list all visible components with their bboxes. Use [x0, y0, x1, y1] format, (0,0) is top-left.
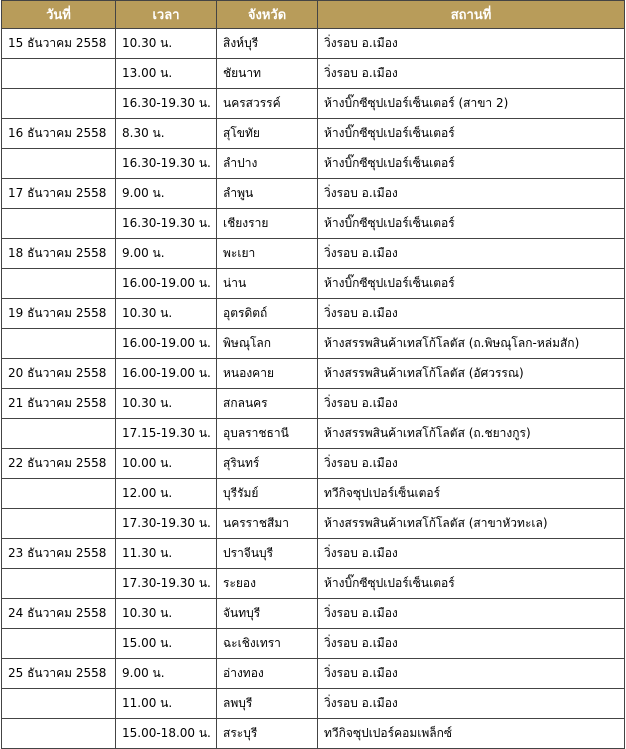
- province-cell: ลำพูน: [217, 179, 318, 209]
- location-cell: ห้างบิ๊กซีซุปเปอร์เซ็นเตอร์: [318, 269, 625, 299]
- date-cell: [2, 719, 116, 749]
- province-cell: สกลนคร: [217, 389, 318, 419]
- date-cell: [2, 269, 116, 299]
- time-cell: 10.30 น.: [116, 389, 217, 419]
- date-cell: 25 ธันวาคม 2558: [2, 659, 116, 689]
- time-cell: 17.30-19.30 น.: [116, 509, 217, 539]
- province-cell: ชัยนาท: [217, 59, 318, 89]
- table-body: [2, 29, 625, 749]
- province-cell: สระบุรี: [217, 719, 318, 749]
- table-row: [2, 599, 625, 629]
- table-row: [2, 59, 625, 89]
- province-cell: ลำปาง: [217, 149, 318, 179]
- time-cell: 16.30-19.30 น.: [116, 209, 217, 239]
- province-cell: ปราจีนบุรี: [217, 539, 318, 569]
- location-cell: วิ่งรอบ อ.เมือง: [318, 539, 625, 569]
- time-cell: 10.00 น.: [116, 449, 217, 479]
- header-date: วันที่: [2, 1, 116, 29]
- date-cell: [2, 569, 116, 599]
- time-cell: 16.30-19.30 น.: [116, 149, 217, 179]
- location-cell: วิ่งรอบ อ.เมือง: [318, 59, 625, 89]
- table-row: [2, 149, 625, 179]
- table-row: [2, 479, 625, 509]
- time-cell: 8.30 น.: [116, 119, 217, 149]
- table-header: [2, 1, 625, 29]
- header-province: จังหวัด: [217, 1, 318, 29]
- date-cell: [2, 509, 116, 539]
- table-row: [2, 299, 625, 329]
- time-cell: 17.30-19.30 น.: [116, 569, 217, 599]
- location-cell: ห้างบิ๊กซีซุปเปอร์เซ็นเตอร์: [318, 149, 625, 179]
- table-row: [2, 29, 625, 59]
- time-cell: 16.00-19.00 น.: [116, 329, 217, 359]
- province-cell: จันทบุรี: [217, 599, 318, 629]
- province-cell: ระยอง: [217, 569, 318, 599]
- table-row: [2, 179, 625, 209]
- date-cell: [2, 209, 116, 239]
- location-cell: วิ่งรอบ อ.เมือง: [318, 599, 625, 629]
- date-cell: [2, 329, 116, 359]
- province-cell: พิษณุโลก: [217, 329, 318, 359]
- province-cell: อ่างทอง: [217, 659, 318, 689]
- time-cell: 16.00-19.00 น.: [116, 359, 217, 389]
- date-cell: [2, 629, 116, 659]
- table-row: [2, 449, 625, 479]
- date-cell: 18 ธันวาคม 2558: [2, 239, 116, 269]
- time-cell: 11.00 น.: [116, 689, 217, 719]
- date-cell: [2, 479, 116, 509]
- time-cell: 9.00 น.: [116, 179, 217, 209]
- header-row: [2, 1, 625, 29]
- province-cell: หนองคาย: [217, 359, 318, 389]
- date-cell: 23 ธันวาคม 2558: [2, 539, 116, 569]
- time-cell: 15.00-18.00 น.: [116, 719, 217, 749]
- province-cell: ลพบุรี: [217, 689, 318, 719]
- location-cell: ทวีกิจซุปเปอร์คอมเพล็กซ์: [318, 719, 625, 749]
- location-cell: ทวีกิจซุปเปอร์เซ็นเตอร์: [318, 479, 625, 509]
- location-cell: ห้างบิ๊กซีซุปเปอร์เซ็นเตอร์ (สาขา 2): [318, 89, 625, 119]
- location-cell: ห้างบิ๊กซีซุปเปอร์เซ็นเตอร์: [318, 119, 625, 149]
- location-cell: วิ่งรอบ อ.เมือง: [318, 29, 625, 59]
- table-row: [2, 209, 625, 239]
- location-cell: วิ่งรอบ อ.เมือง: [318, 299, 625, 329]
- time-cell: 13.00 น.: [116, 59, 217, 89]
- location-cell: วิ่งรอบ อ.เมือง: [318, 689, 625, 719]
- location-cell: ห้างสรรพสินค้าเทสโก้โลตัส (สาขาหัวทะเล): [318, 509, 625, 539]
- time-cell: 12.00 น.: [116, 479, 217, 509]
- province-cell: สุโขทัย: [217, 119, 318, 149]
- table-row: [2, 539, 625, 569]
- table-row: [2, 329, 625, 359]
- table-row: [2, 239, 625, 269]
- table-row: [2, 689, 625, 719]
- date-cell: [2, 689, 116, 719]
- date-cell: 19 ธันวาคม 2558: [2, 299, 116, 329]
- location-cell: ห้างบิ๊กซีซุปเปอร์เซ็นเตอร์: [318, 569, 625, 599]
- time-cell: 16.30-19.30 น.: [116, 89, 217, 119]
- table-row: [2, 659, 625, 689]
- date-cell: 15 ธันวาคม 2558: [2, 29, 116, 59]
- date-cell: 24 ธันวาคม 2558: [2, 599, 116, 629]
- table-row: [2, 719, 625, 749]
- province-cell: ฉะเชิงเทรา: [217, 629, 318, 659]
- province-cell: บุรีรัมย์: [217, 479, 318, 509]
- header-time: เวลา: [116, 1, 217, 29]
- province-cell: สุรินทร์: [217, 449, 318, 479]
- time-cell: 10.30 น.: [116, 599, 217, 629]
- table-row: [2, 119, 625, 149]
- date-cell: [2, 89, 116, 119]
- table-row: [2, 569, 625, 599]
- province-cell: นครราชสีมา: [217, 509, 318, 539]
- time-cell: 9.00 น.: [116, 659, 217, 689]
- location-cell: วิ่งรอบ อ.เมือง: [318, 659, 625, 689]
- province-cell: พะเยา: [217, 239, 318, 269]
- table-row: [2, 89, 625, 119]
- date-cell: 21 ธันวาคม 2558: [2, 389, 116, 419]
- date-cell: [2, 419, 116, 449]
- province-cell: สิงห์บุรี: [217, 29, 318, 59]
- time-cell: 11.30 น.: [116, 539, 217, 569]
- province-cell: อุบลราชธานี: [217, 419, 318, 449]
- location-cell: วิ่งรอบ อ.เมือง: [318, 629, 625, 659]
- location-cell: ห้างสรรพสินค้าเทสโก้โลตัส (อัศวรรณ): [318, 359, 625, 389]
- date-cell: 17 ธันวาคม 2558: [2, 179, 116, 209]
- date-cell: 22 ธันวาคม 2558: [2, 449, 116, 479]
- time-cell: 10.30 น.: [116, 299, 217, 329]
- time-cell: 9.00 น.: [116, 239, 217, 269]
- location-cell: วิ่งรอบ อ.เมือง: [318, 389, 625, 419]
- date-cell: 20 ธันวาคม 2558: [2, 359, 116, 389]
- table-row: [2, 629, 625, 659]
- location-cell: วิ่งรอบ อ.เมือง: [318, 179, 625, 209]
- date-cell: 16 ธันวาคม 2558: [2, 119, 116, 149]
- table-row: [2, 269, 625, 299]
- location-cell: วิ่งรอบ อ.เมือง: [318, 449, 625, 479]
- table-row: [2, 389, 625, 419]
- schedule-table: [1, 0, 625, 749]
- date-cell: [2, 149, 116, 179]
- province-cell: นครสวรรค์: [217, 89, 318, 119]
- table-row: [2, 419, 625, 449]
- date-cell: [2, 59, 116, 89]
- province-cell: เชียงราย: [217, 209, 318, 239]
- province-cell: อุตรดิตถ์: [217, 299, 318, 329]
- location-cell: ห้างสรรพสินค้าเทสโก้โลตัส (ถ.ชยางกูร): [318, 419, 625, 449]
- location-cell: ห้างบิ๊กซีซุปเปอร์เซ็นเตอร์: [318, 209, 625, 239]
- table-row: [2, 359, 625, 389]
- table-row: [2, 509, 625, 539]
- header-location: สถานที่: [318, 1, 625, 29]
- location-cell: วิ่งรอบ อ.เมือง: [318, 239, 625, 269]
- time-cell: 15.00 น.: [116, 629, 217, 659]
- time-cell: 17.15-19.30 น.: [116, 419, 217, 449]
- location-cell: ห้างสรรพสินค้าเทสโก้โลตัส (ถ.พิษณุโลก-หล่มสัก): [318, 329, 625, 359]
- province-cell: น่าน: [217, 269, 318, 299]
- time-cell: 16.00-19.00 น.: [116, 269, 217, 299]
- time-cell: 10.30 น.: [116, 29, 217, 59]
